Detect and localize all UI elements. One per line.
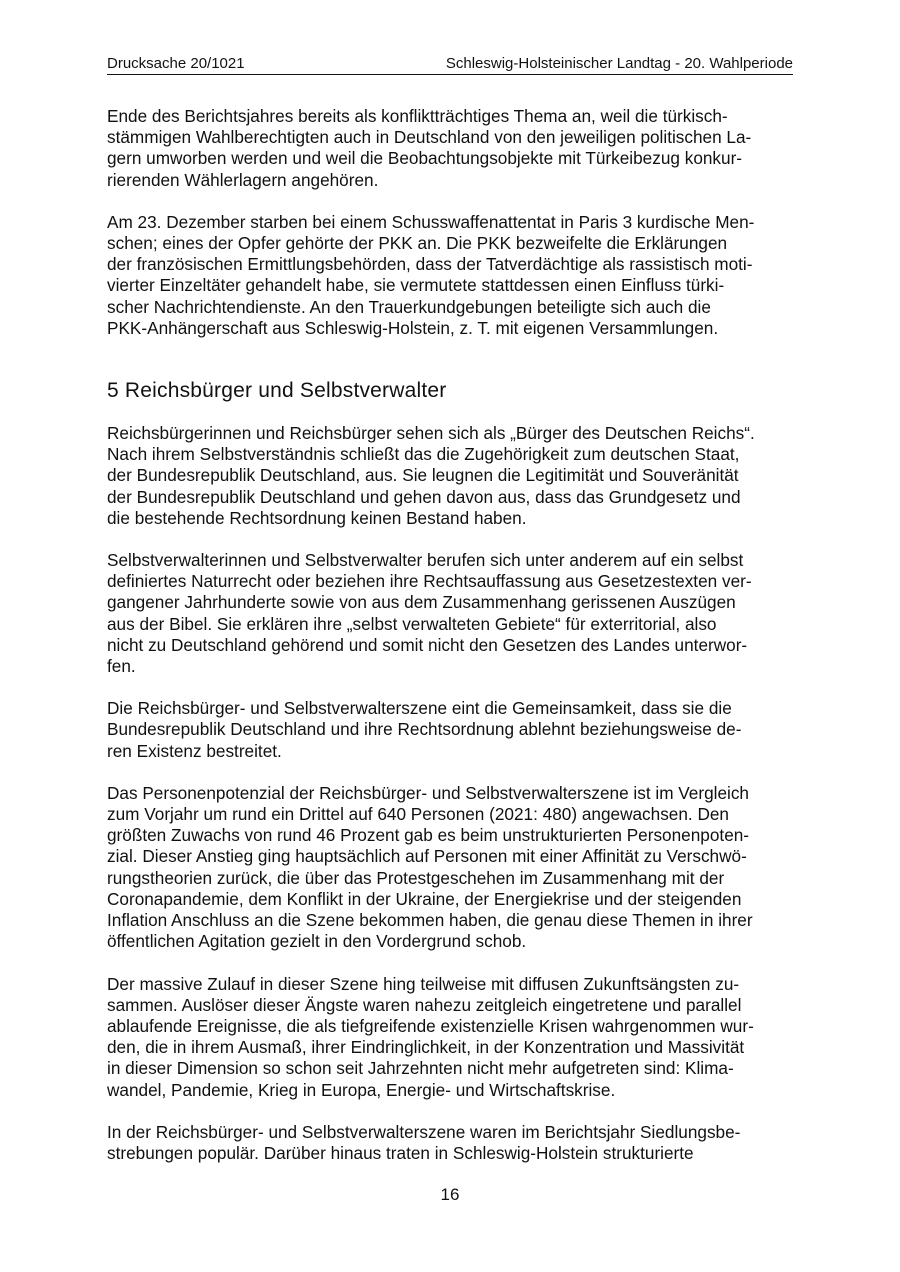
text-line: der Bundesrepublik Deutschland und gehen davon aus, dass das Grundgesetz und (107, 486, 741, 507)
text-line: Bundesrepublik Deutschland und ihre Rechtsordnung ablehnt beziehungsweise de- (107, 719, 742, 740)
text-line: fen. (107, 656, 136, 677)
text-line: größten Zuwachs von rund 46 Prozent gab es beim unstrukturierten Personenpoten- (107, 825, 750, 846)
parliament-period: Schleswig-Holsteinischer Landtag - 20. Wahlperiode (445, 55, 793, 72)
text-line: gangener Jahrhunderte sowie von aus dem Zusammenhang gerissenen Auszügen (107, 592, 736, 613)
page-number: 16 (440, 1185, 460, 1204)
text-line: Die Reichsbürger- und Selbstverwalterszene eint die Gemeinsamkeit, dass sie die (107, 698, 732, 719)
section-heading: 5 Reichsbürger und Selbstverwalter (107, 379, 447, 403)
paragraph (107, 974, 797, 1101)
text-line: scher Nachrichtendienste. An den Trauerkundgebungen beteiligte sich auch die (107, 296, 711, 317)
paragraph (107, 550, 797, 677)
text-line: definiertes Naturrecht oder beziehen ihre Rechtsauffassung aus Gesetzestexten ver- (107, 571, 752, 592)
text-line: vierter Einzeltäter gehandelt habe, sie vermutete stattdessen einen Einfluss türki- (107, 275, 725, 296)
document-body (107, 106, 797, 1185)
text-line: gern umworben werden und weil die Beobachtungsobjekte mit Türkeibezug konkur- (107, 148, 743, 169)
paragraph (107, 212, 797, 339)
text-line: rungstheorien zurück, die über das Protestgeschehen im Zusammenhang mit der (107, 867, 725, 888)
text-line: die bestehende Rechtsordnung keinen Bestand haben. (107, 507, 527, 528)
text-line: Reichsbürgerinnen und Reichsbürger sehen sich als „Bürger des Deutschen Reichs“. (107, 423, 755, 444)
text-line: stämmigen Wahlberechtigten auch in Deutschland von den jeweiligen politischen La- (107, 127, 752, 148)
text-line: Coronapandemie, dem Konflikt in der Ukraine, der Energiekrise und der steigenden (107, 888, 742, 909)
text-line: PKK-Anhängerschaft aus Schleswig-Holstein, z. T. mit eigenen Versammlungen. (107, 317, 719, 338)
text-line: zum Vorjahr um rund ein Drittel auf 640 Personen (2021: 480) angewachsen. Den (107, 804, 729, 825)
text-line: Inflation Anschluss an die Szene bekommen haben, die genau diese Themen in ihrer (107, 910, 753, 931)
paragraph (107, 106, 797, 191)
text-line: ablaufende Ereignisse, die als tiefgreifende existenzielle Krisen wahrgenommen wur- (107, 1015, 754, 1036)
text-line: Selbstverwalterinnen und Selbstverwalter berufen sich unter anderem auf ein selbst (107, 550, 744, 571)
text-line: Nach ihrem Selbstverständnis schließt das die Zugehörigkeit zum deutschen Staat, (107, 444, 740, 465)
document-number: Drucksache 20/1021 (107, 55, 245, 72)
page-header (107, 55, 793, 75)
text-line: nicht zu Deutschland gehörend und somit nicht den Gesetzen des Landes unterwor- (107, 634, 748, 655)
text-line: öffentlichen Agitation gezielt in den Vordergrund schob. (107, 931, 527, 952)
paragraph (107, 423, 797, 529)
text-line: Der massive Zulauf in dieser Szene hing teilweise mit diffusen Zukunftsängsten zu- (107, 973, 740, 994)
text-line: rierenden Wählerlagern angehören. (107, 169, 379, 190)
text-line: ren Existenz bestreitet. (107, 740, 282, 761)
paragraph (107, 783, 797, 953)
text-line: der Bundesrepublik Deutschland, aus. Sie leugnen die Legitimität und Souveränität (107, 465, 739, 486)
text-line: strebungen populär. Darüber hinaus traten in Schleswig-Holstein strukturierte (107, 1142, 694, 1163)
text-line: schen; eines der Opfer gehörte der PKK an. Die PKK bezweifelte die Erklärungen (107, 233, 728, 254)
text-line: Am 23. Dezember starben bei einem Schusswaffenattentat in Paris 3 kurdische Men- (107, 211, 755, 232)
text-line: den, die in ihrem Ausmaß, ihrer Eindringlichkeit, in der Konzentration und Massivität (107, 1037, 745, 1058)
paragraph (107, 1122, 797, 1164)
text-line: Ende des Berichtsjahres bereits als konfliktträchtiges Thema an, weil die türkisch- (107, 106, 728, 126)
text-line: In der Reichsbürger- und Selbstverwalterszene waren im Berichtsjahr Siedlungsbe- (107, 1121, 741, 1142)
text-line: der französischen Ermittlungsbehörden, dass der Tatverdächtige als rassistisch moti- (107, 254, 753, 275)
text-line: zial. Dieser Anstieg ging hauptsächlich auf Personen mit einer Affinität zu Verschwö- (107, 846, 747, 867)
text-line: Das Personenpotenzial der Reichsbürger- und Selbstverwalterszene ist im Vergleich (107, 782, 749, 803)
paragraph (107, 698, 797, 762)
text-line: wandel, Pandemie, Krieg in Europa, Energie- und Wirtschaftskrise. (107, 1079, 616, 1100)
text-line: aus der Bibel. Sie erklären ihre „selbst verwalteten Gebiete“ für exterritorial, also (107, 613, 717, 634)
text-line: in dieser Dimension so schon seit Jahrzehnten nicht mehr aufgetreten sind: Klima- (107, 1058, 734, 1079)
text-line: sammen. Auslöser dieser Ängste waren nahezu zeitgleich eingetretene und parallel (107, 994, 742, 1015)
